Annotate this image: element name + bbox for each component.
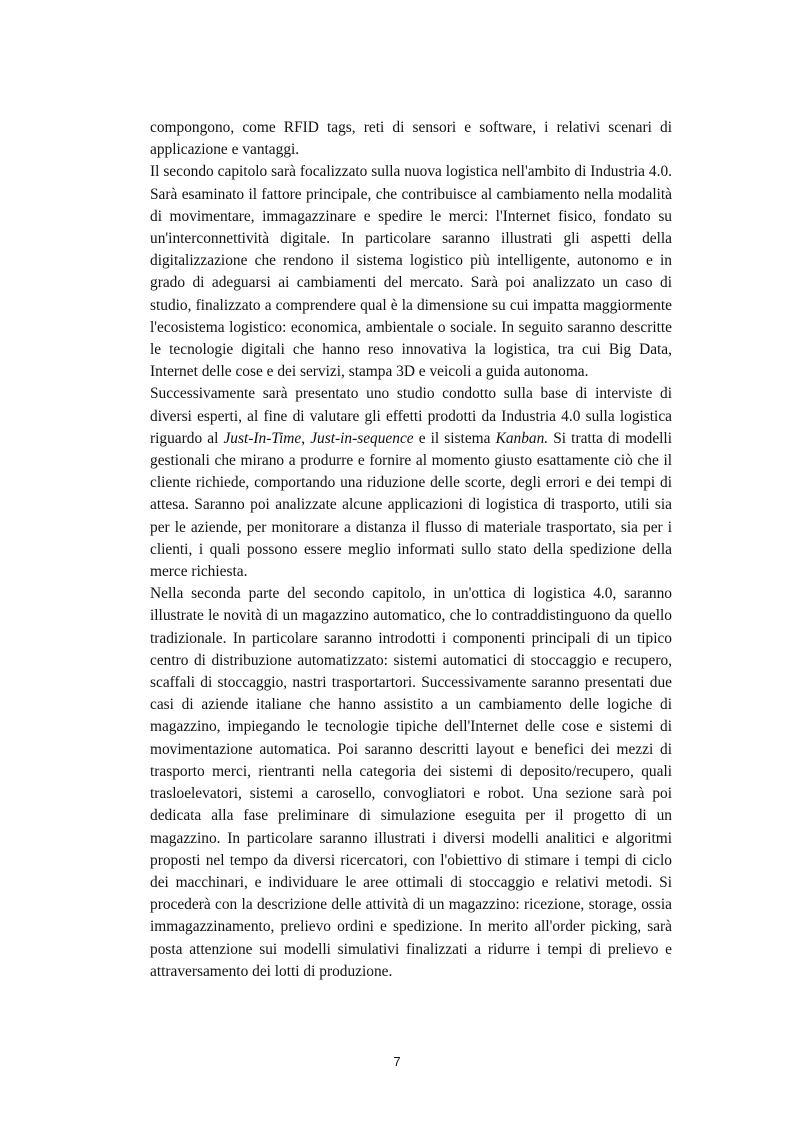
paragraph-continuation: compongono, come RFID tags, reti di sensori e software, i relativi scenari di applicazione e vantaggi. <box>150 119 672 159</box>
term-kanban: Kanban. <box>495 429 549 447</box>
page-body <box>150 117 672 983</box>
term-just-in-time: Just-In-Time <box>223 429 302 447</box>
paragraph-warehouse: Nella seconda parte del secondo capitolo, in un'ottica di logistica 4.0, saranno illustrate le novità di un magazzino automatico, che lo contraddistinguono da quello tradizionale. In particolare saranno introdotti i componenti principali di un tipico centro di distribuzione automatizzato: sistemi automatici di stoccaggio e recupero, scaffali di stoccaggio, nastri trasportartori. Successivamente saranno presentati due casi di aziende italiane che hanno assistito a un cambiamento delle logiche di magazzino, impiegando le tecnologie tipiche dell'Internet delle cose e sistemi di movimentazione automatica. Poi saranno descritti layout e benefici dei mezzi di trasporto merci, rientranti nella categoria dei sistemi di deposito/recupero, quali trasloelevatori, sistemi a carosello, convogliatori e robot. Una sezione sarà poi dedicata alla fase preliminare di simulazione eseguita per il progetto di un magazzino. In particolare saranno illustrati i diversi modelli analitici e algoritmi proposti nel tempo da diversi ricercatori, con l'obiettivo di stimare i tempi di ciclo dei macchinari, e individuare le aree ottimali di stoccaggio e relativi metodi. Si procederà con la descrizione delle attività di un magazzino: ricezione, storage, ossia immagazzinamento, prelievo ordini e spedizione. In merito all'order picking, sarà posta attenzione sui modelli simulativi finalizzati a ridurre i tempi di prelievo e attraversamento dei lotti di produzione. <box>150 585 672 980</box>
paragraph-study-text-1: Successivamente sarà presentato uno studio condotto sulla base di interviste di diversi esperti, al fine di valutare gli effetti prodotti da Industria 4.0 sulla logistica riguardo al <box>150 385 672 447</box>
page-number: 7 <box>393 1054 401 1069</box>
paragraph-second-chapter: Il secondo capitolo sarà focalizzato sulla nuova logistica nell'ambito di Industria 4.0. Sarà esaminato il fattore principale, che contribuisce al cambiamento nella modalità di movimentare, immagazzinare e spedire le merci: l'Internet fisico, fondato su un'interconnettività digitale. In particolare saranno illustrati gli aspetti della digitalizzazione che rendono il sistema logistico più intelligente, autonomo e in grado di adeguarsi ai cambiamenti del mercato. Sarà poi analizzato un caso di studio, finalizzato a comprendere qual è la dimensione su cui impatta maggiormente l'ecosistema logistico: economica, ambientale o sociale. In seguito saranno descritte le tecnologie digitali che hanno reso innovativa la logistica, tra cui Big Data, Internet delle cose e dei servizi, stampa 3D e veicoli a guida autonoma. <box>150 163 672 381</box>
paragraph-study-sep: , <box>301 429 311 447</box>
paragraph-study-text-2: e il sistema <box>413 429 496 447</box>
term-just-in-sequence: Just-in-sequence <box>310 429 414 447</box>
paragraph-study-text-3: Si tratta di modelli gestionali che mirano a produrre e fornire al momento giusto esattamente ciò che il cliente richiede, comportando una riduzione delle scorte, degli errori e dei tempi di attesa. Saranno poi analizzate alcune applicazioni di logistica di trasporto, utili sia per le aziende, per monitorare a distanza il flusso di materiale trasportato, sia per i clienti, i quali possono essere meglio informati sullo stato della spedizione della merce richiesta. <box>150 429 672 581</box>
paragraph-study <box>150 383 672 583</box>
